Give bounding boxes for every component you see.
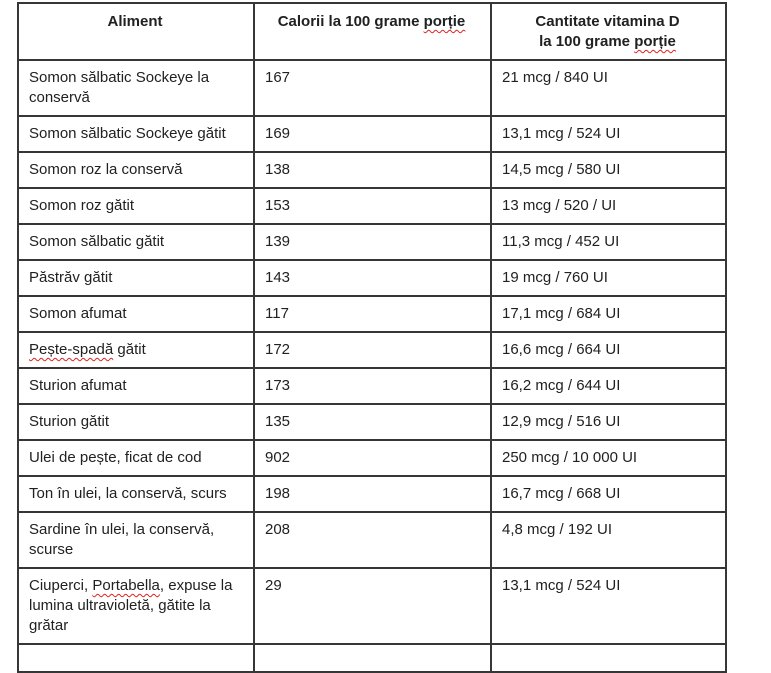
cell-calorii[interactable]: 138: [254, 152, 491, 188]
text-segment: Ciuperci,: [29, 577, 93, 594]
partial-row-cell: [491, 644, 726, 672]
cell-calorii[interactable]: 29: [254, 568, 491, 644]
cell-aliment[interactable]: [18, 296, 254, 332]
cell-calorii[interactable]: 902: [254, 440, 491, 476]
table-row: [18, 440, 726, 476]
cell-aliment[interactable]: [18, 224, 254, 260]
cell-vitamina-d[interactable]: 16,7 mcg / 668 UI: [491, 476, 726, 512]
cell-aliment[interactable]: [18, 568, 254, 644]
text-segment: , expuse la lumina ultravioletă, gătite la grătar: [29, 577, 233, 634]
table-partial: [18, 644, 726, 672]
cell-aliment[interactable]: [18, 476, 254, 512]
partial-row-cell: [254, 644, 491, 672]
cell-vitamina-d[interactable]: 13,1 mcg / 524 UI: [491, 568, 726, 644]
cell-calorii[interactable]: 135: [254, 404, 491, 440]
cell-calorii[interactable]: 167: [254, 60, 491, 116]
cell-aliment[interactable]: [18, 152, 254, 188]
misspelled-word[interactable]: Portabella: [92, 577, 160, 594]
cell-aliment[interactable]: [18, 188, 254, 224]
text-segment: Păstrăv gătit: [29, 269, 113, 286]
cell-vitamina-d[interactable]: 13,1 mcg / 524 UI: [491, 116, 726, 152]
cell-aliment[interactable]: [18, 404, 254, 440]
cell-vitamina-d[interactable]: 250 mcg / 10 000 UI: [491, 440, 726, 476]
table-row: [18, 512, 726, 568]
cell-aliment[interactable]: [18, 332, 254, 368]
cell-vitamina-d[interactable]: 13 mcg / 520 / UI: [491, 188, 726, 224]
cell-calorii[interactable]: 169: [254, 116, 491, 152]
misspelled-word[interactable]: porție: [423, 13, 466, 30]
text-segment: Somon afumat: [29, 305, 127, 322]
cell-vitamina-d[interactable]: 17,1 mcg / 684 UI: [491, 296, 726, 332]
column-header-calorii[interactable]: [254, 3, 491, 60]
text-segment: Ulei de pește, ficat de cod: [29, 449, 202, 466]
text-segment: Somon roz gătit: [29, 197, 135, 214]
text-segment: Somon sălbatic Sockeye la conservă: [29, 69, 210, 106]
text-segment: Sardine în ulei, la conservă, scurse: [29, 521, 215, 558]
cell-vitamina-d[interactable]: 12,9 mcg / 516 UI: [491, 404, 726, 440]
text-segment: Aliment: [107, 13, 163, 30]
cell-calorii[interactable]: 208: [254, 512, 491, 568]
text-segment: Cantitate vitamina D: [535, 13, 680, 30]
text-segment: Calorii la 100 grame: [277, 13, 424, 30]
table-row: [18, 332, 726, 368]
cell-vitamina-d[interactable]: 16,2 mcg / 644 UI: [491, 368, 726, 404]
table-row: [18, 476, 726, 512]
cell-vitamina-d[interactable]: 4,8 mcg / 192 UI: [491, 512, 726, 568]
misspelled-word[interactable]: porție: [634, 33, 676, 50]
text-segment: Somon roz la conservă: [29, 161, 183, 178]
text-segment: Somon sălbatic gătit: [29, 233, 165, 250]
text-segment: Somon sălbatic Sockeye gătit: [29, 125, 226, 142]
cell-calorii[interactable]: 172: [254, 332, 491, 368]
table-row: [18, 568, 726, 644]
text-segment: Sturion afumat: [29, 377, 127, 394]
table-row: [18, 116, 726, 152]
table-row: [18, 188, 726, 224]
table-row: [18, 296, 726, 332]
cell-calorii[interactable]: 173: [254, 368, 491, 404]
table-row: [18, 260, 726, 296]
table-row: [18, 368, 726, 404]
cell-aliment[interactable]: [18, 440, 254, 476]
cell-aliment[interactable]: [18, 60, 254, 116]
cell-aliment[interactable]: [18, 512, 254, 568]
cell-calorii[interactable]: 143: [254, 260, 491, 296]
table-row: [18, 60, 726, 116]
column-header-vitamina-d[interactable]: [491, 3, 726, 60]
text-segment: la 100 grame: [539, 33, 635, 50]
partial-next-row: [18, 644, 726, 672]
cell-calorii[interactable]: 153: [254, 188, 491, 224]
table-row: [18, 224, 726, 260]
cell-aliment[interactable]: [18, 368, 254, 404]
vitamin-d-food-table: [17, 2, 727, 673]
partial-row-cell: [18, 644, 254, 672]
text-segment: gătit: [113, 341, 146, 358]
cell-calorii[interactable]: 198: [254, 476, 491, 512]
cell-aliment[interactable]: [18, 116, 254, 152]
cell-vitamina-d[interactable]: 16,6 mcg / 664 UI: [491, 332, 726, 368]
table-row: [18, 152, 726, 188]
cell-vitamina-d[interactable]: 21 mcg / 840 UI: [491, 60, 726, 116]
cell-vitamina-d[interactable]: 14,5 mcg / 580 UI: [491, 152, 726, 188]
cell-aliment[interactable]: [18, 260, 254, 296]
misspelled-word[interactable]: Pește-spadă: [29, 341, 114, 358]
column-header-aliment[interactable]: [18, 3, 254, 60]
text-segment: Ton în ulei, la conservă, scurs: [29, 485, 227, 502]
cell-vitamina-d[interactable]: 19 mcg / 760 UI: [491, 260, 726, 296]
table-row: [18, 404, 726, 440]
cell-vitamina-d[interactable]: 11,3 mcg / 452 UI: [491, 224, 726, 260]
table-header: [18, 3, 726, 60]
header-row: [18, 3, 726, 60]
document-canvas: [17, 2, 727, 673]
table-body: [18, 60, 726, 644]
cell-calorii[interactable]: 139: [254, 224, 491, 260]
cell-calorii[interactable]: 117: [254, 296, 491, 332]
text-segment: Sturion gătit: [29, 413, 110, 430]
